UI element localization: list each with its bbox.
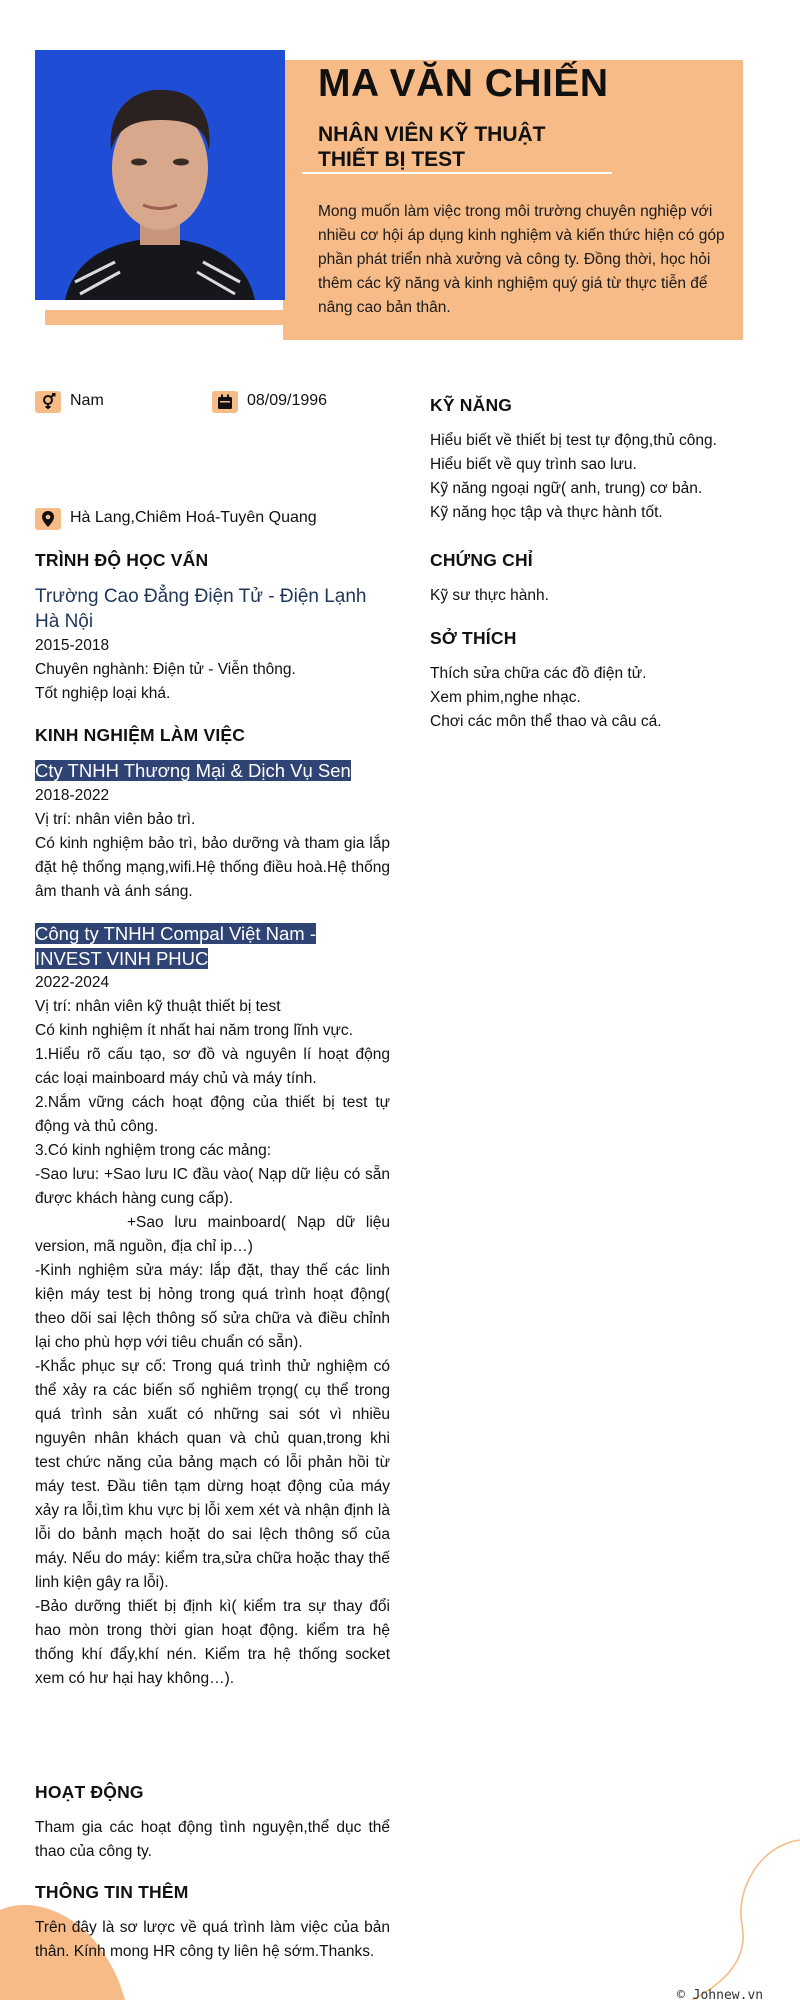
decorative-curve-bottom-right: [680, 1830, 800, 2000]
activities-section-title: HOẠT ĐỘNG: [35, 1782, 144, 1802]
profile-photo: [35, 50, 285, 300]
skills-section-title: KỸ NĂNG: [430, 395, 513, 415]
job-1-description: Có kinh nghiệm bảo trì, bảo dưỡng và tham gia lắp đặt hệ thống mạng,wifi.Hệ thống điều hoà.Hệ thống âm thanh và ánh sáng.: [35, 835, 390, 900]
job-title-line-2: THIẾT BỊ TEST: [318, 148, 465, 171]
skill-item: Kỹ năng học tập và thực hành tốt.: [430, 504, 663, 521]
job-2-desc-backup-mainboard: +Sao lưu mainboard( Nạp dữ liệu version, mã nguồn, địa chỉ ip…): [35, 1214, 390, 1255]
job-1-company: Cty TNHH Thương Mại & Dịch Vụ Sen: [35, 760, 351, 781]
additional-info-section-title: THÔNG TIN THÊM: [35, 1882, 189, 1902]
job-2-position: Vị trí: nhân viên kỹ thuật thiết bị test: [35, 998, 281, 1015]
activities-text: Tham gia các hoạt động tình nguyện,thể dục thể thao của công ty.: [35, 1819, 390, 1860]
copyright-footer: © Johnew.vn: [677, 1988, 764, 2003]
education-years: 2015-2018: [35, 637, 110, 654]
job-2-company: [35, 921, 316, 971]
job-2-years: 2022-2024: [35, 974, 110, 991]
birthdate-value: 08/09/1996: [247, 392, 328, 409]
job-2-company-line-1: Công ty TNHH Compal Việt Nam -: [35, 923, 317, 944]
photo-shadow: [45, 310, 300, 325]
job-2-desc-repair: -Kinh nghiệm sửa máy: lắp đặt, thay thế các linh kiện máy test bị hỏng trong quá trình hoạt động( theo dõi sai lệch thông số sửa chữa và điều chỉnh lại cho phù hợp với tiêu chuẩn có sẵn).: [35, 1262, 390, 1351]
job-2-desc-point-2: 2.Nắm vững cách hoạt động của thiết bị test tự động và thủ công.: [35, 1094, 390, 1135]
calendar-icon: [212, 391, 238, 413]
skill-item: Hiểu biết về quy trình sao lưu.: [430, 456, 637, 473]
job-2-desc-point-1: 1.Hiểu rõ cấu tạo, sơ đồ và nguyên lí hoạt động các loại mainboard máy chủ và máy tính.: [35, 1046, 390, 1087]
hobbies-section-title: SỞ THÍCH: [430, 628, 517, 648]
job-1-years: 2018-2022: [35, 787, 110, 804]
hobbies-list: [430, 662, 770, 734]
title-divider: [302, 172, 612, 174]
location-pin-icon: [35, 508, 61, 530]
job-1-position: Vị trí: nhân viên bảo trì.: [35, 811, 196, 828]
education-result: Tốt nghiệp loại khá.: [35, 685, 171, 702]
job-2-desc-backup-ic: -Sao lưu: +Sao lưu IC đầu vào( Nạp dữ liệu có sẵn được khách hàng cung cấp).: [35, 1166, 390, 1207]
career-objective: Mong muốn làm việc trong môi trường chuyên nghiệp với nhiều cơ hội áp dụng kinh nghiệm và kiến thức hiện có góp phần phát triển nhà xưởng và công ty. Đồng thời, học hỏi thêm các kỹ năng và kinh nghiệm quý giá từ thực tiễn để nâng cao bản thân.: [318, 203, 725, 316]
certificates-section-title: CHỨNG CHỈ: [430, 550, 533, 570]
job-2-desc-intro: Có kinh nghiệm ít nhất hai năm trong lĩnh vực.: [35, 1022, 353, 1039]
additional-info-text: Trên đây là sơ lược về quá trình làm việc của bản thân. Kính mong HR công ty liên hệ sớm.Thanks.: [35, 1919, 390, 1960]
job-2-desc-troubleshoot: -Khắc phục sự cố: Trong quá trình thử nghiệm có thể xảy ra các biến số nghiêm trọng( cụ thể trong quá trình sản xuất có những sai sót vì nhiều nguyên nhân khách quan và chủ quan,trong khi test chức năng của bảng mạch có lỗi phản hồi từ máy test. Đầu tiên tạm dừng hoạt động của máy xảy ra lỗi,tìm khu vực bị lỗi xem xét và nhận định là lỗi do bảnh mạch hoặt do sai lệch thông số của máy. Nếu do máy: kiểm tra,sửa chữa hoặc thay thế linh kiện gây ra lỗi).: [35, 1358, 390, 1591]
education-section-title: TRÌNH ĐỘ HỌC VẤN: [35, 550, 209, 570]
experience-section-title: KINH NGHIỆM LÀM VIỆC: [35, 725, 246, 745]
candidate-name: MA VĂN CHIẾN: [318, 62, 609, 105]
skill-item: Hiểu biết về thiết bị test tự động,thủ công.: [430, 432, 717, 449]
job-2-company-line-2: INVEST VINH PHUC: [35, 948, 209, 969]
hobby-item: Thích sửa chữa các đồ điện tử.: [430, 665, 647, 682]
job-title: [318, 122, 648, 172]
school-name: Trường Cao Đẳng Điện Tử - Điện Lạnh Hà Nội: [35, 586, 367, 632]
job-2-desc-point-3: 3.Có kinh nghiệm trong các mảng:: [35, 1142, 272, 1159]
hobby-item: Chơi các môn thể thao và câu cá.: [430, 713, 662, 730]
gender-value: Nam: [70, 392, 104, 409]
hobby-item: Xem phim,nghe nhạc.: [430, 689, 581, 706]
skills-list: [430, 429, 770, 525]
gender-icon: [35, 391, 61, 413]
job-2-desc-maintenance: -Bảo dưỡng thiết bị định kì( kiểm tra sự thay đổi hao mòn trong thời gian hoạt động. kiểm tra hệ thống khí đẩy,khí nén. Kiểm tra hệ thống socket xem có hư hại hay không…).: [35, 1598, 390, 1687]
address-value: Hà Lang,Chiêm Hoá-Tuyên Quang: [70, 509, 317, 526]
education-major: Chuyên nghành: Điện tử - Viễn thông.: [35, 661, 296, 678]
job-title-line-1: NHÂN VIÊN KỸ THUẬT: [318, 123, 546, 146]
certificate-item: Kỹ sư thực hành.: [430, 587, 549, 604]
skill-item: Kỹ năng ngoại ngữ( anh, trung) cơ bản.: [430, 480, 703, 497]
job-2-description: [35, 1019, 390, 1691]
